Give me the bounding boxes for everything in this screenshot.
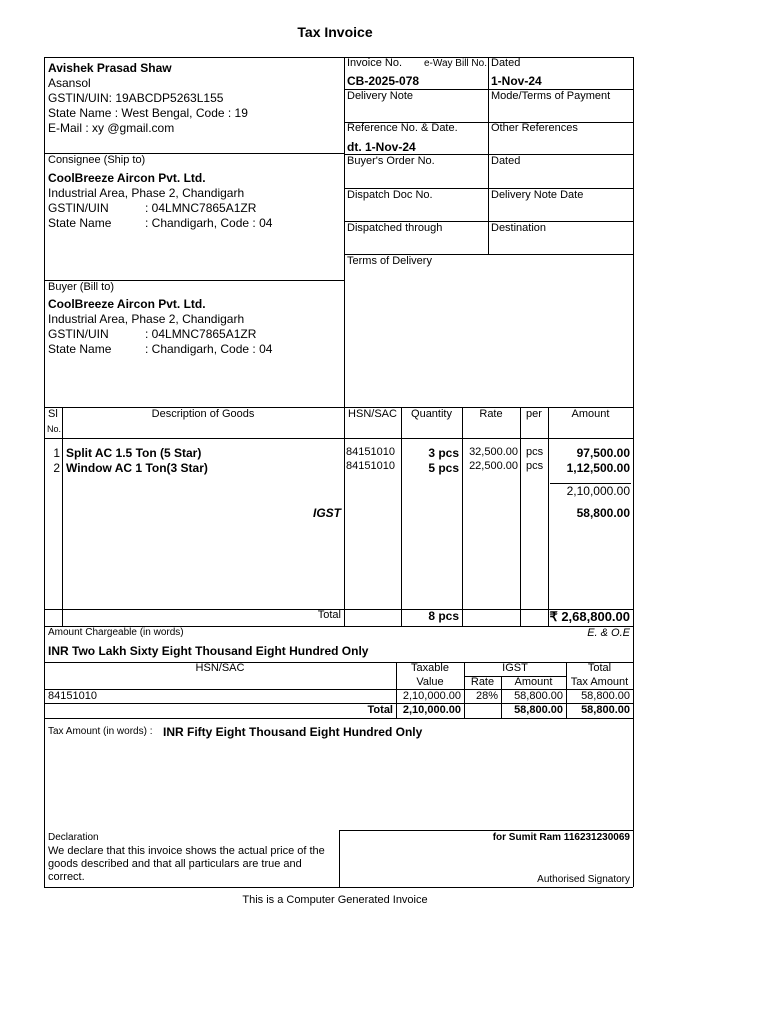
buyers-order-label: Buyer's Order No.	[347, 155, 435, 167]
tax-header-taxable-1: Taxable	[411, 662, 449, 674]
buyer-gstin-value: : 04LMNC7865A1ZR	[145, 327, 257, 341]
tax-header-total-2: Tax Amount	[570, 676, 629, 688]
dispatched-through-label: Dispatched through	[347, 222, 443, 234]
consignee-address: Industrial Area, Phase 2, Chandigarh	[48, 186, 245, 200]
header-sl: Sl	[48, 408, 58, 420]
header-rate: Rate	[479, 408, 503, 420]
item-amount: 97,500.00	[576, 446, 630, 460]
consignee-heading: Consignee (Ship to)	[48, 154, 146, 166]
consignee-name: CoolBreeze Aircon Pvt. Ltd.	[48, 171, 206, 185]
igst-amount: 58,800.00	[576, 506, 630, 520]
invoice-no-label: Invoice No.	[347, 57, 403, 69]
tax-row-amount: 58,800.00	[514, 690, 563, 702]
page-title: Tax Invoice	[297, 24, 373, 40]
header-quantity: Quantity	[411, 408, 452, 420]
amount-words-label: Amount Chargeable (in words)	[48, 627, 184, 638]
buyer-address: Industrial Area, Phase 2, Chandigarh	[48, 312, 245, 326]
item-sl: 1	[53, 446, 60, 460]
consignee-gstin-label: GSTIN/UIN	[48, 201, 109, 215]
header-description: Description of Goods	[151, 408, 255, 420]
tax-row-total: 58,800.00	[581, 690, 630, 702]
tax-header-hsn: HSN/SAC	[195, 662, 245, 674]
item-qty: 3 pcs	[428, 446, 459, 460]
consignee-state-value: : Chandigarh, Code : 04	[145, 216, 273, 230]
declaration-heading: Declaration	[48, 832, 99, 843]
buyer-heading: Buyer (Bill to)	[48, 281, 115, 293]
tax-words: INR Fifty Eight Thousand Eight Hundred Only	[163, 725, 423, 739]
item-per: pcs	[526, 460, 544, 472]
order-dated-label: Dated	[491, 155, 521, 167]
dated-label: Dated	[491, 57, 521, 69]
subtotal-amount: 2,10,000.00	[566, 484, 630, 498]
declaration-line-2: goods described and that all particulars are true and	[48, 858, 302, 870]
invoice-date: 1-Nov-24	[491, 74, 542, 88]
amount-words: INR Two Lakh Sixty Eight Thousand Eight Hundred Only	[48, 644, 369, 658]
item-description: Window AC 1 Ton(3 Star)	[66, 461, 208, 475]
tax-total-taxable: 2,10,000.00	[402, 704, 461, 716]
tax-header-total-1: Total	[587, 662, 612, 674]
buyer-name: CoolBreeze Aircon Pvt. Ltd.	[48, 297, 206, 311]
eway-bill-label: e-Way Bill No.	[424, 58, 487, 69]
total-label: Total	[317, 609, 341, 621]
reference-value: dt. 1-Nov-24	[347, 140, 416, 154]
header-hsn: HSN/SAC	[348, 408, 397, 420]
seller-state: State Name : West Bengal, Code : 19	[48, 106, 248, 120]
tax-total-amount: 58,800.00	[514, 704, 563, 716]
reference-label: Reference No. & Date.	[347, 122, 458, 134]
seller-gstin: GSTIN/UIN: 19ABCDP5263L155	[48, 91, 224, 105]
buyer-state-value: : Chandigarh, Code : 04	[145, 342, 273, 356]
tax-header-rate: Rate	[470, 676, 495, 688]
terms-delivery-label: Terms of Delivery	[347, 255, 432, 267]
buyer-gstin-label: GSTIN/UIN	[48, 327, 109, 341]
destination-label: Destination	[491, 222, 547, 234]
delivery-note-date-label: Delivery Note Date	[491, 189, 584, 201]
invoice-no: CB-2025-078	[347, 74, 420, 88]
tax-row-taxable: 2,10,000.00	[402, 690, 461, 702]
item-rate: 22,500.00	[469, 460, 518, 472]
total-qty: 8 pcs	[428, 609, 459, 623]
delivery-note-label: Delivery Note	[347, 90, 414, 102]
tax-header-igst: IGST	[502, 662, 528, 674]
item-amount: 1,12,500.00	[566, 461, 630, 475]
header-amount: Amount	[571, 408, 610, 420]
footer-note: This is a Computer Generated Invoice	[242, 894, 428, 906]
tax-row-rate: 28%	[475, 690, 498, 702]
tax-total-label: Total	[367, 704, 393, 716]
mode-terms-label: Mode/Terms of Payment	[491, 90, 611, 102]
item-hsn: 84151010	[346, 446, 395, 458]
item-sl: 2	[53, 461, 60, 475]
item-description: Split AC 1.5 Ton (5 Star)	[66, 446, 202, 460]
igst-label: IGST	[312, 506, 341, 520]
seller-email: E-Mail : xy @gmail.com	[48, 121, 175, 135]
tax-header-taxable-2: Value	[416, 676, 444, 688]
tax-row-hsn: 84151010	[48, 690, 97, 702]
seller-name: Avishek Prasad Shaw	[48, 61, 172, 75]
item-per: pcs	[526, 446, 544, 458]
buyer-state-label: State Name	[48, 342, 112, 356]
consignee-gstin-value: : 04LMNC7865A1ZR	[145, 201, 257, 215]
dispatch-doc-label: Dispatch Doc No.	[347, 189, 433, 201]
item-qty: 5 pcs	[428, 461, 459, 475]
item-hsn: 84151010	[346, 460, 395, 472]
header-per: per	[526, 408, 542, 420]
eoe-note: E. & O.E	[587, 627, 630, 639]
declaration-line-1: We declare that this invoice shows the actual price of the	[48, 845, 325, 857]
seller-city: Asansol	[48, 76, 91, 90]
tax-header-amount: Amount	[514, 676, 553, 688]
tax-total-total: 58,800.00	[581, 704, 630, 716]
other-references-label: Other References	[491, 122, 578, 134]
signatory-label: Authorised Signatory	[537, 874, 630, 885]
declaration-line-3: correct.	[48, 871, 85, 883]
tax-words-label: Tax Amount (in words) :	[48, 726, 153, 737]
consignee-state-label: State Name	[48, 216, 112, 230]
item-rate: 32,500.00	[469, 446, 518, 458]
header-no: No.	[47, 424, 62, 434]
total-amount: ₹ 2,68,800.00	[549, 609, 630, 624]
signatory-for: for Sumit Ram 116231230069	[492, 832, 630, 843]
